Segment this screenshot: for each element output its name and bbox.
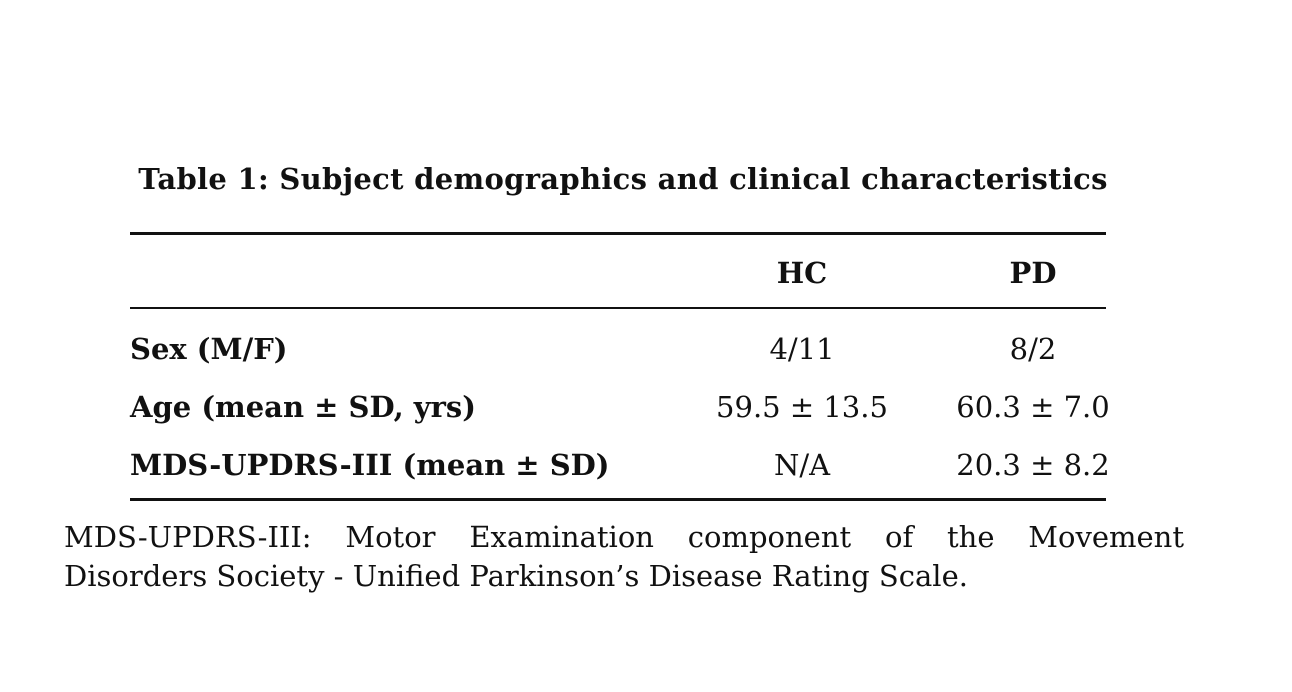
cell-sex-pd: 8/2 xyxy=(1009,332,1057,366)
top-rule xyxy=(130,232,1106,235)
table-footnote: MDS-UPDRS-III: Motor Examination component of the Movement Disorders Society - Unified Parkinson’s Disease Rating Scale. xyxy=(64,520,1184,593)
cell-sex-hc: 4/11 xyxy=(769,332,835,366)
header-rule xyxy=(130,307,1106,309)
column-header-pd: PD xyxy=(1009,256,1057,290)
row-label-updrs: MDS-UPDRS-III (mean ± SD) xyxy=(130,448,610,482)
cell-age-pd: 60.3 ± 7.0 xyxy=(956,390,1110,424)
cell-updrs-hc: N/A xyxy=(773,448,831,482)
cell-age-hc: 59.5 ± 13.5 xyxy=(716,390,888,424)
table-caption: Table 1: Subject demographics and clinical characteristics xyxy=(138,162,1108,196)
bottom-rule xyxy=(130,498,1106,501)
column-header-hc: HC xyxy=(776,256,828,290)
cell-updrs-pd: 20.3 ± 8.2 xyxy=(956,448,1110,482)
row-label-age: Age (mean ± SD, yrs) xyxy=(130,390,476,424)
row-label-sex: Sex (M/F) xyxy=(130,332,288,366)
